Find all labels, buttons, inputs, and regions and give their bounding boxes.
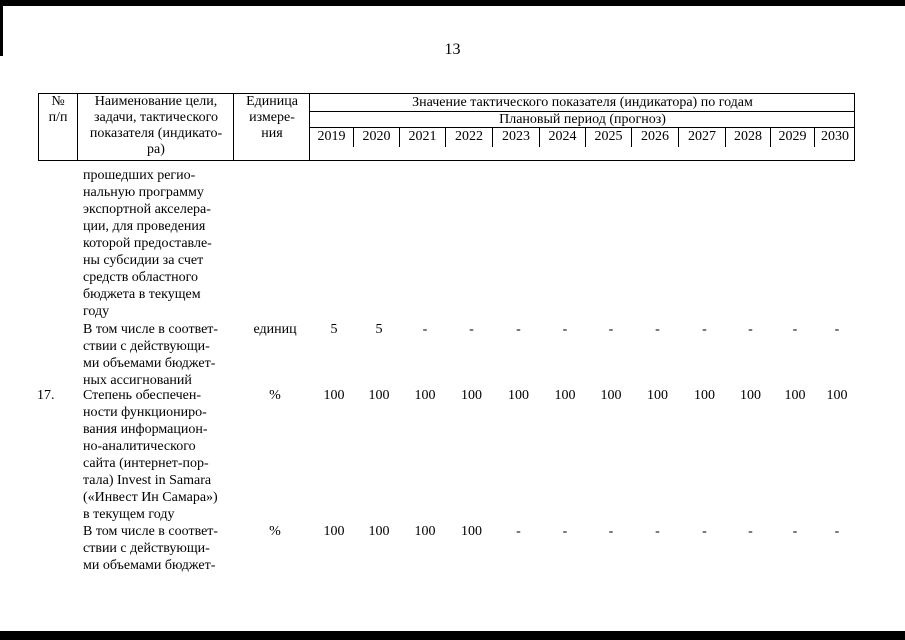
value-cell: - xyxy=(748,524,753,539)
year-header-cell: 2030 xyxy=(821,129,849,144)
row-number: 17. xyxy=(37,388,55,403)
year-header-cell: 2029 xyxy=(771,127,815,147)
indicator-name-line: которой предоставле- xyxy=(83,236,212,251)
value-cell: - xyxy=(702,322,707,337)
indicator-name-line: средств областного xyxy=(83,270,199,285)
top-border xyxy=(0,0,905,6)
indicator-name-line: сайта (интернет-пор- xyxy=(83,456,209,471)
indicator-name-line: но-аналитического xyxy=(83,439,196,454)
indicator-name-line: («Инвест Ин Самара») xyxy=(83,490,218,505)
year-header-cell: 2024 xyxy=(540,127,586,147)
indicator-name-line: В том числе в соответ- xyxy=(83,524,219,539)
year-header-cell: 2023 xyxy=(493,127,540,147)
value-cell: - xyxy=(748,322,753,337)
value-cell: 100 xyxy=(647,388,668,403)
indicator-name-line: экспортной акселера- xyxy=(83,202,211,217)
value-cell: 100 xyxy=(826,388,848,403)
indicator-name-line: ми объемами бюджет- xyxy=(83,558,216,573)
indicator-name-line: ности функциониро- xyxy=(83,405,207,420)
unit-cell: единиц xyxy=(253,322,297,337)
value-cell: 100 xyxy=(600,388,622,403)
value-cell: 100 xyxy=(461,524,482,539)
bottom-border xyxy=(0,631,905,640)
value-cell: 100 xyxy=(323,524,345,539)
year-header-cell: 2020 xyxy=(354,127,400,147)
value-cell: - xyxy=(608,322,614,337)
value-cell: - xyxy=(834,322,840,337)
value-cell: - xyxy=(562,322,568,337)
unit-cell: % xyxy=(269,524,281,539)
year-header-cell: 2019 xyxy=(310,127,354,147)
unit-cell: % xyxy=(269,388,281,403)
value-cell: - xyxy=(655,524,660,539)
value-cell: 100 xyxy=(554,388,576,403)
year-header-cell: 2025 xyxy=(586,127,632,147)
indicator-name-line: Степень обеспечен- xyxy=(83,388,202,403)
value-cell: 100 xyxy=(368,524,390,539)
value-cell: - xyxy=(516,524,521,539)
value-cell: 100 xyxy=(461,388,482,403)
indicator-name-line: нальную программу xyxy=(83,185,204,200)
value-cell: 100 xyxy=(368,388,390,403)
value-cell: - xyxy=(702,524,707,539)
value-cell: - xyxy=(469,322,474,337)
indicator-name-line: ны субсидии за счет xyxy=(83,253,204,268)
value-cell: 100 xyxy=(414,388,436,403)
indicator-name-line: году xyxy=(83,304,110,319)
year-header-cell: 2021 xyxy=(400,127,446,147)
page-number: 13 xyxy=(444,41,461,58)
value-cell: - xyxy=(792,524,798,539)
value-cell: 5 xyxy=(375,322,383,337)
indicator-name-line: ми объемами бюджет- xyxy=(83,356,216,371)
value-cell: 5 xyxy=(330,322,338,337)
year-header-cell: 2028 xyxy=(726,127,771,147)
value-cell: - xyxy=(608,524,614,539)
indicator-name-line: В том числе в соответ- xyxy=(83,322,219,337)
value-cell: - xyxy=(422,322,428,337)
indicator-name-line: прошедших регио- xyxy=(83,168,196,183)
value-cell: 100 xyxy=(323,388,345,403)
header-period: Плановый период (прогноз) xyxy=(499,112,666,127)
indicator-name-line: ствии с действующи- xyxy=(83,541,210,556)
indicator-name-line: в текущем году xyxy=(83,507,175,522)
value-cell: 100 xyxy=(414,524,436,539)
value-cell: 100 xyxy=(740,388,761,403)
value-cell: 100 xyxy=(694,388,715,403)
value-cell: - xyxy=(792,322,798,337)
header-num: № п/п xyxy=(48,94,68,125)
value-cell: - xyxy=(655,322,660,337)
value-cell: - xyxy=(834,524,840,539)
header-values-title: Значение тактического показателя (индикатора) по годам xyxy=(412,95,753,110)
value-cell: 100 xyxy=(508,388,529,403)
indicator-name-line: тала) Invest in Samara xyxy=(83,473,212,488)
indicator-name-line: ствии с действующи- xyxy=(83,339,210,354)
indicator-name-line: бюджета в текущем xyxy=(83,287,201,302)
value-cell: 100 xyxy=(784,388,806,403)
value-cell: - xyxy=(516,322,521,337)
indicator-name-line: ции, для проведения xyxy=(83,219,206,234)
indicator-name-line: ных ассигнований xyxy=(83,373,192,388)
year-header-cell: 2022 xyxy=(446,127,493,147)
year-header-cell: 2026 xyxy=(632,127,679,147)
year-header-cell: 2027 xyxy=(679,127,726,147)
indicator-name-line: вания информацион- xyxy=(83,422,208,437)
header-name: Наименование цели, задачи, тактического показателя (индикато- ра) xyxy=(89,94,223,157)
value-cell: - xyxy=(562,524,568,539)
header-unit: Единица измере- ния xyxy=(246,94,298,141)
